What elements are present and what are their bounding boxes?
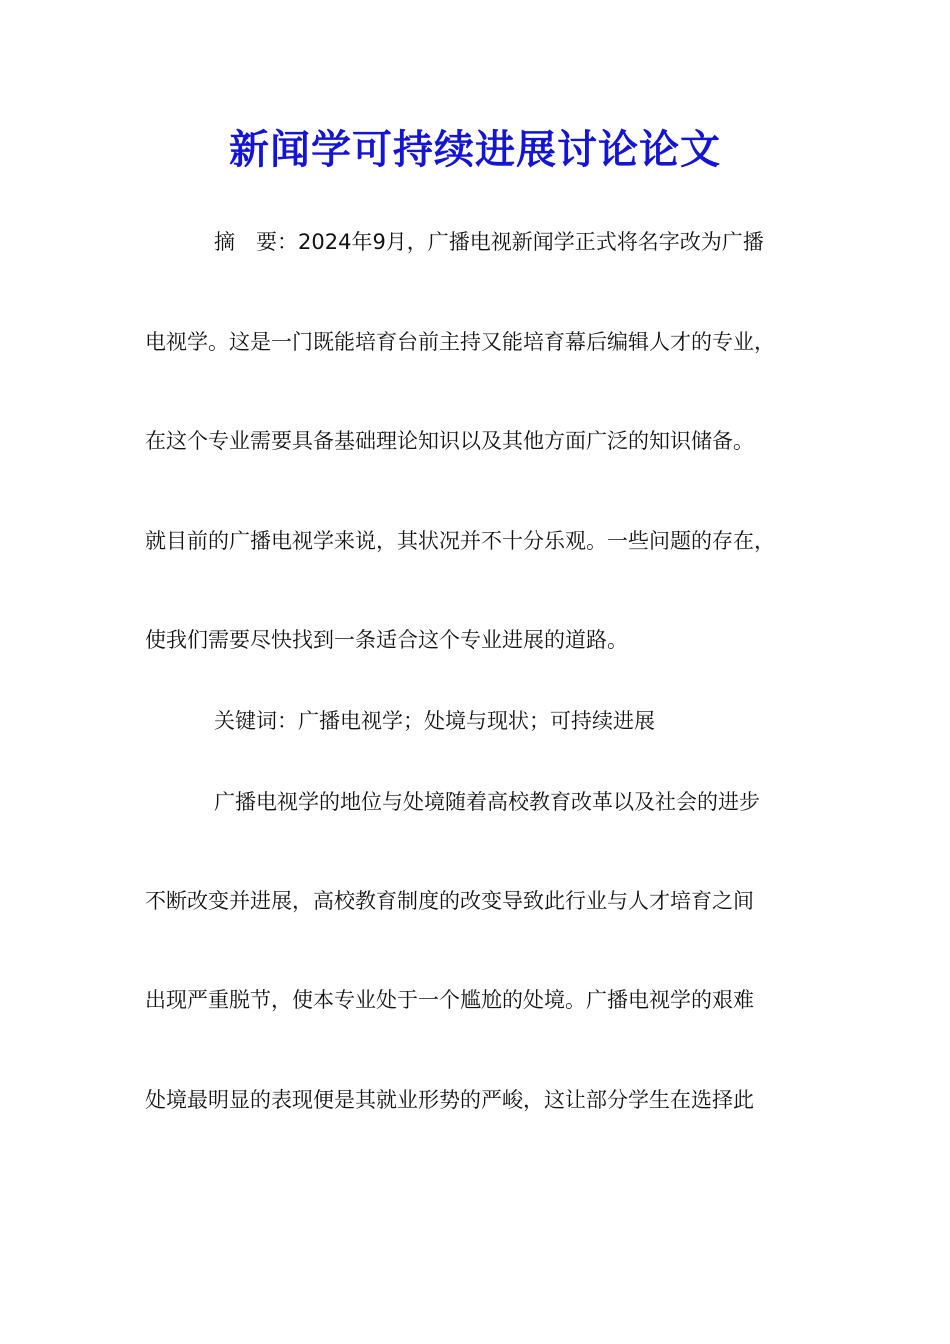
abstract-line-4: 就目前的广播电视学来说，其状况并不十分乐观。一些问题的存在， xyxy=(145,529,775,553)
abstract-line-5: 使我们需要尽快找到一条适合这个专业进展的道路。 xyxy=(145,628,628,652)
abstract-line-3: 在这个专业需要具备基础理论知识以及其他方面广泛的知识储备。 xyxy=(145,429,754,453)
body-line-4: 处境最明显的表现便是其就业形势的严峻，这让部分学生在选择此 xyxy=(145,1088,754,1112)
abstract-line-2: 电视学。这是一门既能培育台前主持又能培育幕后编辑人才的专业， xyxy=(145,330,775,354)
abstract-line-1: 摘 要：2024年9月，广播电视新闻学正式将名字改为广播 xyxy=(214,230,764,254)
keywords-line: 关键词：广播电视学；处境与现状；可持续进展 xyxy=(214,709,655,733)
document-title: 新闻学可持续进展讨论论文 xyxy=(229,126,721,173)
body-line-2: 不断改变并进展，高校教育制度的改变导致此行业与人才培育之间 xyxy=(145,889,754,913)
body-line-3: 出现严重脱节，使本专业处于一个尴尬的处境。广播电视学的艰难 xyxy=(145,988,754,1012)
body-line-1: 广播电视学的地位与处境随着高校教育改革以及社会的进步 xyxy=(214,790,760,814)
